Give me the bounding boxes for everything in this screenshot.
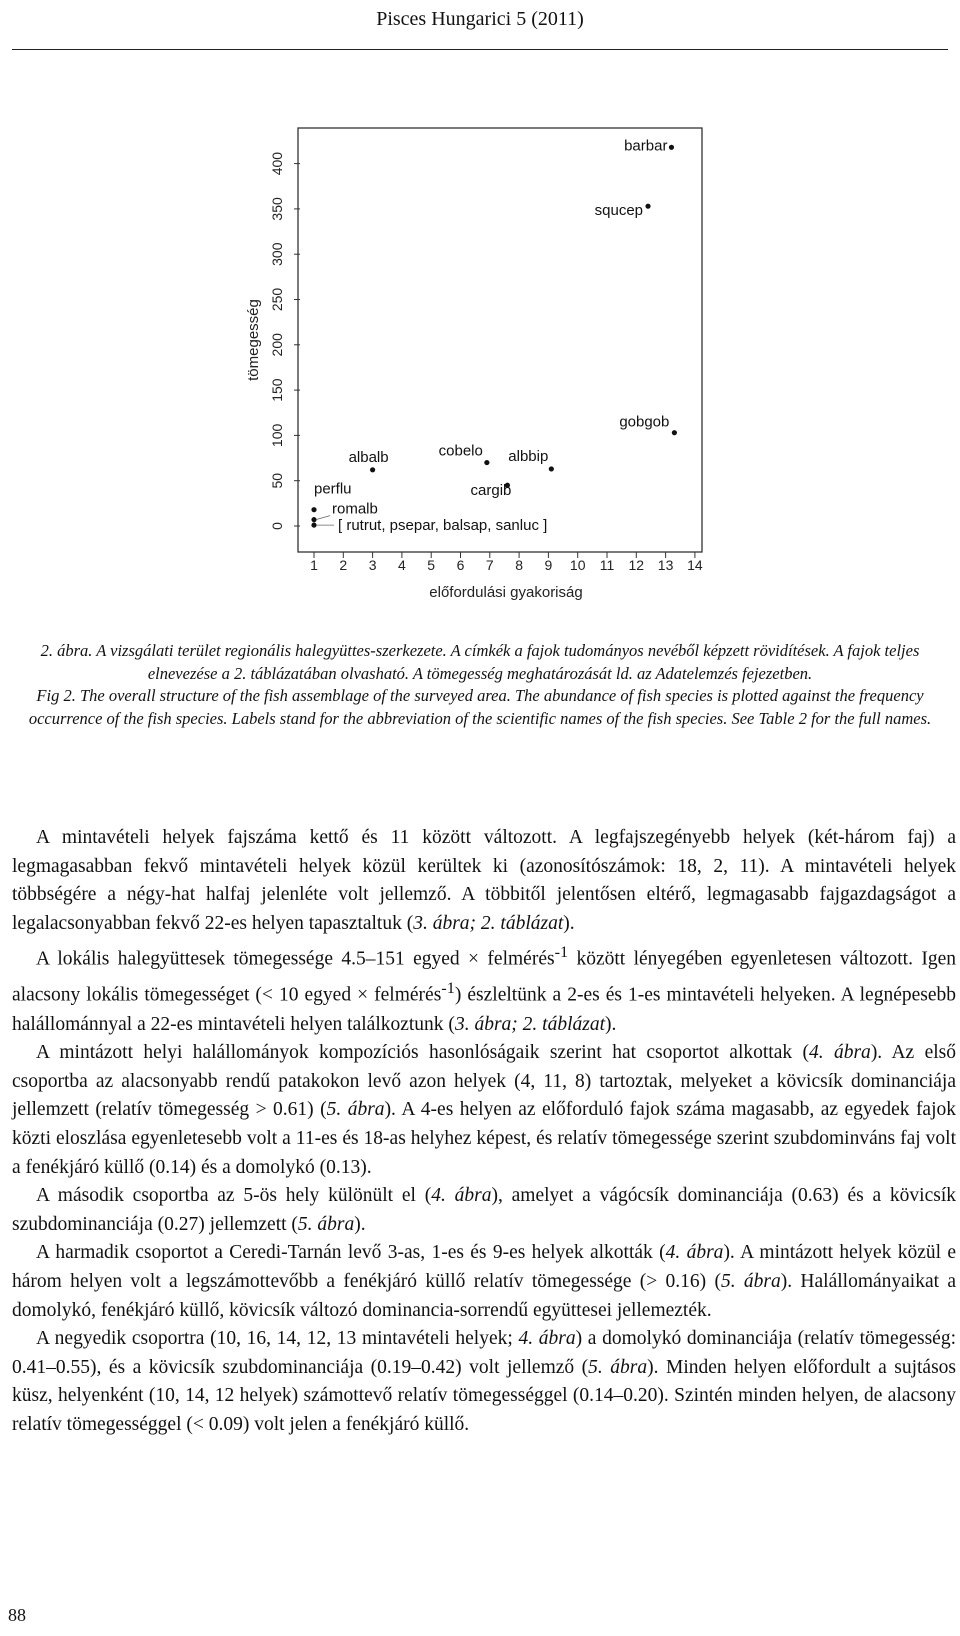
paragraph-4: A második csoportba az 5-ös hely különült el (4. ábra), amelyet a vágócsík dominanciája (0.63) és a kövicsík szubdominanciája (0.27) jellemzett (5. ábra). (12, 1185, 956, 1235)
body-text (12, 824, 956, 1439)
figure-ref: 4. ábra (431, 1185, 492, 1207)
point-label: barbar (624, 137, 668, 155)
point-label: albalb (348, 448, 389, 466)
caption-english: Fig 2. The overall structure of the fish assemblage of the surveyed area. The abundance of fish species is plotted against the frequency occurrence of the fish species. Labels stand for the abbreviation of the scientific names of the fish species. See Table 2 for the full names. (28, 686, 932, 728)
x-tick-label: 13 (657, 557, 674, 573)
y-tick-label: 150 (269, 378, 285, 402)
x-tick-label: 14 (687, 557, 703, 573)
point-label: albbip (508, 447, 549, 465)
x-tick-label: 2 (339, 557, 348, 573)
y-tick-label: 0 (269, 522, 285, 530)
paragraph-2: A lokális halegyüttesek tömegessége 4.5–151 egyed × felmérés$^{-1}$ között lényegében egyenletesen változott. Igen alacsony lokális tömegességet (< 10 egyed × felmérés$^{-1}$) észleltünk a 2-es és 1-es mintavételi helyeken. A legnépesebb halállománnyal a 22-es mintavételi helyen találkoztunk (3. ábra; 2. táblázat). (12, 943, 956, 1035)
figure-ref: 3. ábra; 2. táblázat (413, 912, 564, 934)
y-tick-label: 300 (269, 242, 285, 266)
x-tick-label: 1 (310, 557, 318, 573)
data-point (645, 204, 650, 209)
figure-ref: 5. ábra (326, 1099, 385, 1121)
y-tick-label: 400 (269, 151, 285, 176)
y-tick-label: 100 (269, 423, 285, 448)
x-tick-label: 5 (427, 557, 436, 573)
data-point (549, 466, 554, 471)
data-point (370, 467, 375, 472)
y-tick-label: 350 (269, 197, 285, 221)
data-point (672, 430, 677, 435)
point-label: cobelo (438, 442, 483, 460)
x-tick-label: 11 (599, 557, 615, 573)
x-axis-label: előfordulási gyakoriság (429, 584, 583, 601)
x-tick-label: 9 (544, 557, 553, 573)
point-label: cargib (470, 482, 512, 500)
page-number: 88 (8, 1605, 26, 1625)
leader-line (316, 516, 330, 520)
y-tick-label: 50 (269, 472, 285, 489)
point-label: perflu (314, 480, 352, 498)
data-point (669, 145, 674, 150)
x-tick-label: 12 (628, 557, 645, 573)
data-point (311, 517, 316, 522)
header-rule (12, 49, 948, 50)
y-axis-label: tömegesség (245, 299, 262, 381)
figure-ref: 5. ábra (588, 1356, 648, 1378)
figure-captions (12, 640, 948, 730)
point-label: squcep (594, 202, 644, 220)
figure-ref: 4. ábra (808, 1042, 871, 1064)
paragraph-5: A harmadik csoportot a Ceredi-Tarnán levő 3-as, 1-es és 9-es helyek alkották (4. ábra). A mintázott helyek közül e három helyen volt a legszámottevőbb a fenékjáró küllő relatív tömegessége (> 0.16) (5. ábra). Halállományaikat a domolykó, fenékjáró küllő, kövicsík változó dominancia-sorrendű együttesei jellemezték. (12, 1242, 957, 1321)
figure-ref: 5. ábra (297, 1213, 355, 1235)
x-tick-label: 10 (569, 557, 586, 573)
group-label: [ rutrut, psepar, balsap, sanluc ] (338, 517, 548, 535)
figure-ref: 5. ábra (720, 1270, 781, 1292)
x-tick-label: 6 (456, 557, 465, 573)
x-tick-label: 7 (485, 557, 494, 573)
figure-ref: 3. ábra; 2. táblázat (454, 1013, 605, 1035)
data-point (311, 522, 316, 527)
data-point (311, 507, 316, 512)
point-label: romalb (332, 500, 378, 518)
point-label: gobgob (619, 413, 670, 431)
paragraph-1: A mintavételi helyek fajszáma kettő és 11 között változott. A legfajszegényebb helyek (két-három faj) a legmagasabban fekvő mintavételi helyek közül kerültek ki (azonosítószámok: 18, 2, 11). A mintavételi helyek többségére a négy-hat halfaj jelenléte volt jellemző. A többitől jelentősen eltérő, legmagasabb fajgazdagságot a legalacsonyabban fekvő 22-es helyen tapasztaltuk (3. ábra; 2. táblázat). (12, 827, 956, 934)
x-tick-label: 4 (398, 557, 406, 573)
data-point (484, 460, 489, 465)
x-tick-label: 8 (515, 557, 523, 573)
y-tick-label: 250 (269, 287, 285, 312)
caption-hungarian: 2. ábra. A vizsgálati terület regionális halegyüttes-szerkezete. A címkék a fajok tudományos nevéből képzett rövidítések. A fajok teljes elnevezése a 2. táblázatában olvasható. A tömegesség meghatározását ld. az Adatelemzés fejezetben. (40, 641, 920, 683)
figure-ref: 4. ábra (665, 1242, 724, 1264)
x-tick-label: 3 (368, 557, 377, 573)
paragraph-6: A negyedik csoportra (10, 16, 14, 12, 13 mintavételi helyek; 4. ábra) a domolykó dominanciája (relatív tömegesség: 0.41–0.55), és a kövicsík szubdominanciája (0.19–0.42) volt jellemző (5. ábra). Minden helyen előfordult a sujtásos küsz, helyenként (10, 14, 12 helyek) számottevő relatív tömegességgel (0.14–0.20). Szintén minden helyen, de alacsony relatív tömegességgel (< 0.09) volt jelen a fenékjáró küllő. (12, 1328, 956, 1435)
paragraph-3: A mintázott helyi halállományok kompozíciós hasonlóságaik szerint hat csoportot alkottak (4. ábra). Az első csoportba az alacsonyabb rendű patakokon levő azon helyek (4, 11, 8) tartoztak, melyeket a kövicsík dominanciája jellemzett (relatív tömegesség > 0.61) (5. ábra). A 4-es helyen az előforduló fajok száma magasabb, az egyedek fajok közti eloszlása egyenletesebb volt a 11-es és 18-as helyhez képest, és relatív tömegessége szerint szubdominváns faj volt a fenékjáró küllő (0.14) és a domolykó (0.13). (12, 1042, 957, 1178)
figure-ref: 4. ábra (518, 1328, 576, 1350)
y-tick-label: 200 (269, 333, 285, 357)
running-header: Pisces Hungarici 5 (2011) (376, 8, 584, 30)
scatter-chart (220, 118, 720, 618)
